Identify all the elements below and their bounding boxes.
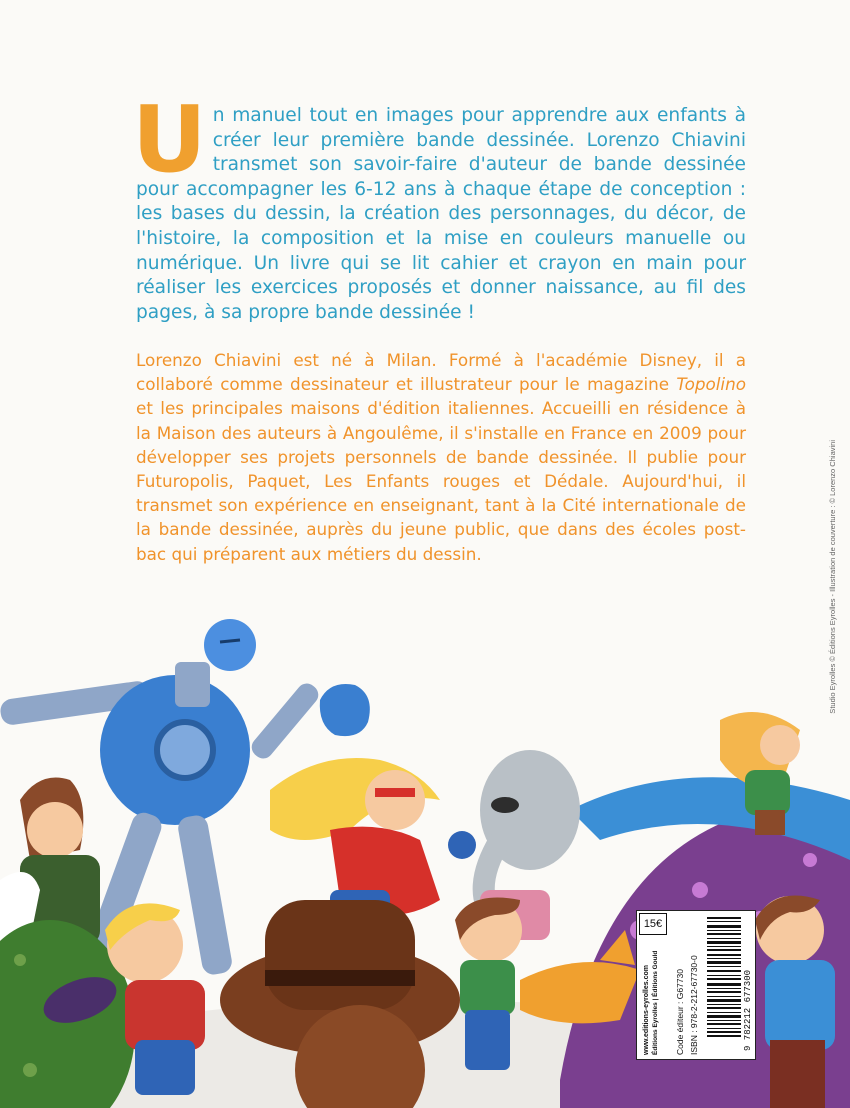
magazine-title: Topolino (676, 374, 746, 395)
editor-code: Code éditeur : G67730 (675, 968, 685, 1055)
isbn-text: ISBN : 978-2-212-67730-0 (689, 955, 699, 1055)
author-bio (136, 348, 746, 566)
cover-credit: Studio Eyrolles © Éditions Eyrolles - Illustration de couverture : © Lorenzo Chiavini (828, 440, 837, 714)
barcode-panel (636, 910, 756, 1060)
barcode-bars (707, 917, 741, 1037)
publisher-text: Éditions Eyrolles | Éditions Gould (652, 950, 659, 1055)
price-label: 15€ (639, 913, 667, 935)
drop-cap: U (132, 86, 207, 193)
barcode-digits: 9 782212 677300 (743, 969, 753, 1051)
website-text: www.editions-eyrolles.com (643, 965, 650, 1055)
blurb-paragraph (132, 86, 746, 325)
blurb-text: n manuel tout en images pour apprendre aux enfants à créer leur première bande dessinée. Lorenzo Chiavini transmet son savoir-faire d'auteur de bande dessinée pour accompagner les 6-12 ans à chaque étape de conception : les bases du dessin, la création des personnages, du décor, de l'histoire, la composition et la mise en couleurs manuelle ou numérique. Un livre qui se lit cahier et crayon en main pour réaliser les exercices proposés et donner naissance, au fil des pages, à sa propre bande dessinée ! (136, 105, 746, 323)
bio-text-2: et les principales maisons d'édition italiennes. Accueilli en résidence à la Maison des auteurs à Angoulême, il s'installe en France en 2009 pour développer ses projets personnels de bande dessinée. Il publie pour Futuropolis, Paquet, Les Enfants rouges et Dédale. Aujourd'hui, il transmet son expérience en enseignant, tant à la Cité internationale de la bande dessinée, auprès du jeune public, que dans des écoles post-bac qui préparent aux métiers du dessin. (136, 398, 746, 564)
bio-text-1: Lorenzo Chiavini est né à Milan. Formé à l'académie Disney, il a collaboré comme dessinateur et illustrateur pour le magazine (136, 350, 746, 395)
